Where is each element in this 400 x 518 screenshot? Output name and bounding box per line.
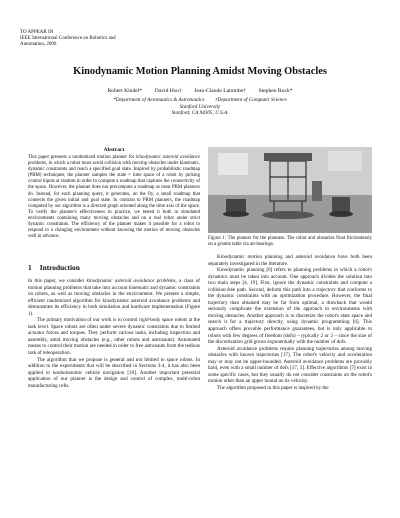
author-name: Jean-Claude Latombe†	[194, 88, 246, 94]
paragraph: The algorithm proposed in this paper is inspired by the	[217, 384, 329, 391]
affiliation-address: Stanford, CA 94305, U.S.A.	[171, 110, 229, 117]
section-title: Introduction	[39, 263, 80, 272]
affiliation-departments: *Department of Aeronautics & Astronautics †Department of Computer Science	[113, 97, 287, 103]
paragraph-emphasis: kinodynamic asteroid avoidance problems	[86, 278, 176, 284]
paragraph-text: In this paper, we consider	[28, 278, 87, 284]
affiliations	[0, 97, 400, 117]
abstract-heading: Abstract	[103, 147, 125, 153]
author-name: David Hsu†	[154, 88, 182, 94]
robot-photo-illustration	[208, 147, 372, 233]
author-list	[0, 88, 400, 94]
conference-header	[20, 30, 116, 49]
abstract-text: problems, in which a robot must avoid collision with moving obstacles under kinematic, dynamic constraints and reach a specified goal state. Inspired by probabilistic roadmap (PRM) techniques, the planner samples the state × time space of a robot by picking control inputs at random in order to compute a roadmap that captures the connectivity of the space. However, the planner does not precompute a roadmap as most PRM planners do. Instead, for each planning query, it generates, on the fly, a small roadmap that connects the given initial and goal state. In contrast to PRM planners, the roadmap computed by our algorithm is a directed graph oriented along the time axis of the space. To verify the planner's effectiveness in practice, we tested it both in simulated environments containing many moving obstacles and on a real robot under strict dynamic constraints. The efficiency of the planner makes it possible for a robot to respond to a changing environment without knowing the motion of moving obstacles well in advance.	[28, 161, 200, 240]
header-line: IEEE International Conference on Robotics and	[20, 36, 116, 42]
affiliation-university: Stanford University	[179, 103, 221, 110]
figure-caption	[208, 236, 372, 248]
section-number: 1	[28, 263, 32, 272]
abstract-text: This paper presents a randomized motion planner for	[28, 155, 137, 160]
paper-title: Kinodynamic Motion Planning Amidst Moving Obstacles	[73, 66, 327, 77]
header-line: Automation, 2000	[20, 42, 57, 48]
paragraph-text: , a class of motion planning problems that take into account kinematic and dynamic constraints on robots, as well as moving obstacles in the environment. We present a simple, efficient randomized algorithm for kinodynamic asteroid avoidance problems and demonstrate its efficiency in both simulation and hardware implementation (Figure 1).	[28, 278, 201, 317]
author-name: Stephen Rock*	[258, 88, 293, 94]
abstract-body	[28, 155, 200, 240]
section-heading	[28, 263, 80, 272]
introduction-body	[28, 278, 200, 389]
author-name: Robert Kindel*	[107, 88, 143, 94]
header-line: TO APPEAR IN	[20, 30, 54, 35]
figure-1-photo	[208, 147, 372, 233]
paragraph: Kinodynamic motion planning and asteroid avoidance have both been separately investigated in the literature.	[208, 254, 372, 267]
right-column-body	[208, 254, 372, 391]
paragraph: The algorithm that we propose is general and not limited to space robots. In addition to the experiments that will be described in Sections 3-4, it has also been applied to nonholonomic vehicle navigation [10]. Another important potential application of our planner is the design and control of complex, multi-robot manufacturing cells.	[28, 356, 200, 389]
paragraph: Asteroid avoidance problems require planning trajectories among moving obstacles with known trajectories [17]. The robot's velocity and acceleration may or may not be upper-bounded. Asteroid avoidance problems are provably hard, even with a small number of dofs [17, 3]. Effective algorithms [7] exist in some specific cases, but they usually do not consider constraints on the robot's motion other than an upper bound on its velocity.	[208, 345, 372, 385]
abstract-emphasis: kinodynamic asteroid avoidance	[136, 155, 200, 160]
paragraph: The primary motivation of our work is to control rigid-body space robots at the task level. Space robots are often under severe dynamic constraints due to limited actuator forces and torques. They perform various tasks, including inspection and assembly, amid moving obstacles (e.g., other robots and astronauts). Automated means to control their motion are needed in order to free astronauts from the tedious task of teleoperation.	[28, 317, 200, 357]
paragraph: Kinodynamic planning [6] refers to planning problems in which a robot's dynamics must be taken into account. One approach divides the solution into two main steps [4, 19]. First, ignore the dynamic constraints and compute a collision-free path. Second, deform this path into a trajectory that conforms to the dynamic constraints with an optimization procedure. However, the final trajectory than obtained may be far from optimal, a drawback that would seriously complicate the extension of the approach to environments with moving obstacles. Another approach is to discretize the robot's state space and search it for a trajectory directly, using dynamic programming [6]. This approach offers provable performance guarantees, but is only applicable to robots with few degrees of freedom (dofs) – typically 2 or 3 – since the size of the discretization grid grows exponentially with the number of dofs.	[208, 267, 372, 346]
caption-text: Figure 1: The planner for the planners. The robot and obstacles float frictionlessly on a granite table via air-bearings.	[208, 236, 372, 247]
